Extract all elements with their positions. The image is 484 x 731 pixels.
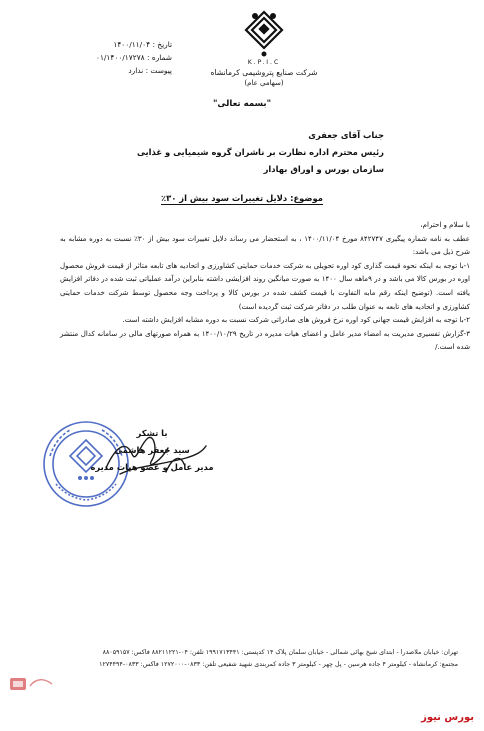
date-label: تاریخ : [152,40,172,49]
reason-item-3: ۳-گزارش تفسیری مدیریت به امضاء مدیر عامل و اعضای هیات مدیره در تاریخ ۱۴۰۰/۱۰/۲۹ به همراه صورتهای مالی در سامانه کدال منتشر شده است./ [60,328,470,352]
attachment-value: ندارد [128,66,144,75]
recipient-block [64,127,384,178]
recipient-title: رئیس محترم اداره نظارت بر ناشران گروه شیمیایی و غذایی [137,147,384,157]
number-value: ۰۱/۱۴۰۰/۱۷۲۷۸ [95,53,145,62]
company-logo-icon [241,8,287,58]
footer-plant-address: مجتمع: کرمانشاه - کیلومتر ۴ جاده هرسین - پل چهر - کیلومتر ۳ جاده کمربندی شهید شفیعی تلفن: ۰۸۳۳-۱۲۷۲۰۰۰ فاکس: ۰۸۳۳-۱۲۷۴۴۹۴ [99,661,458,668]
watermark-source-label: بورس نیوز [421,712,474,723]
company-code: K.P.I.C [247,59,281,66]
attachment-row [62,64,172,77]
company-header [204,8,324,87]
date-row [62,38,172,51]
number-row [62,51,172,64]
footer-tehran-address: تهران: خیابان ملاصدرا - ابتدای شیخ بهائی شمالی - خیابان سلمان پلاک ۱۴ کدپستی: ۱۹۹۱۷۱۳۴۴۱ تلفن: ۰۴-۸۸۲۱۱۲۲۱ فاکس: ۸۸۰۵۹۱۵۷ [102,649,458,656]
recipient-name: جناب آقای جعفری [308,130,384,140]
body-paragraph: عطف به نامه شماره پیگیری ۸۴۲۷۴۷ مورخ ۱۴۰۰/۱۱/۰۴ ، به استحضار می رساند دلایل تغییرات سود بیش از ۳۰٪ نسبت به دوره مشابه به شرح ذیل می باشد: [60,233,470,257]
greeting: با سلام و احترام، [420,220,470,229]
reason-item-2: ۲-با توجه به افزایش قیمت جهانی کود اوره نرخ فروش های صادراتی شرکت نسبت به دوره مشابه افزایش داشته است. [122,315,470,325]
signer-title: مدیر عامل و عضو هیات مدیره [90,462,214,472]
recipient-organization: سازمان بورس و اوراق بهادار [263,164,384,174]
date-value: ۱۴۰۰/۱۱/۰۴ [113,40,151,49]
letter-meta [62,38,172,77]
signer-name: سید جعفر هاشمی [114,445,190,455]
number-label: شماره : [147,53,172,62]
subject-text: موضوع: دلایل تغییرات سود بیش از ۳۰٪ [161,193,323,203]
attachment-label: پیوست : [145,66,172,75]
bismillah: "بسمه تعالی" [212,99,272,109]
signature-block [82,425,222,476]
letter-body [60,218,470,354]
closing-text: با تشکر [136,428,168,438]
footer-addresses [34,647,458,671]
company-type: (سهامی عام) [244,79,284,87]
watermark-logo-icon [8,672,64,694]
subject-line [0,193,484,203]
company-name: شرکت صنایع پتروشیمی کرمانشاه [210,68,318,77]
reason-item-1: ۱-با توجه به اینکه نحوه قیمت گذاری کود اوره تحویلی به شرکت خدمات حمایتی کشاورزی و اتحادیه های تابعه متاثر از قیمت فروش محصول اوره در بورس کالا می باشد و در ۹ماهه سال ۱۴۰۰ به صورت میانگین روند افزایشی داشته بنابراین درآمد عملیاتی ثبت شده در دفاتر افزایش یافته است. (توضیح اینکه رقم مابه التفاوت با قیمت کشف شده در بورس کالا و پرداخت وجه محصول توسط شرکت خدمات حمایتی کشاورزی و اتحادیه های تابعه به عنوان طلب در دفاتر شرکت ثبت گردیده است) [60,260,470,311]
